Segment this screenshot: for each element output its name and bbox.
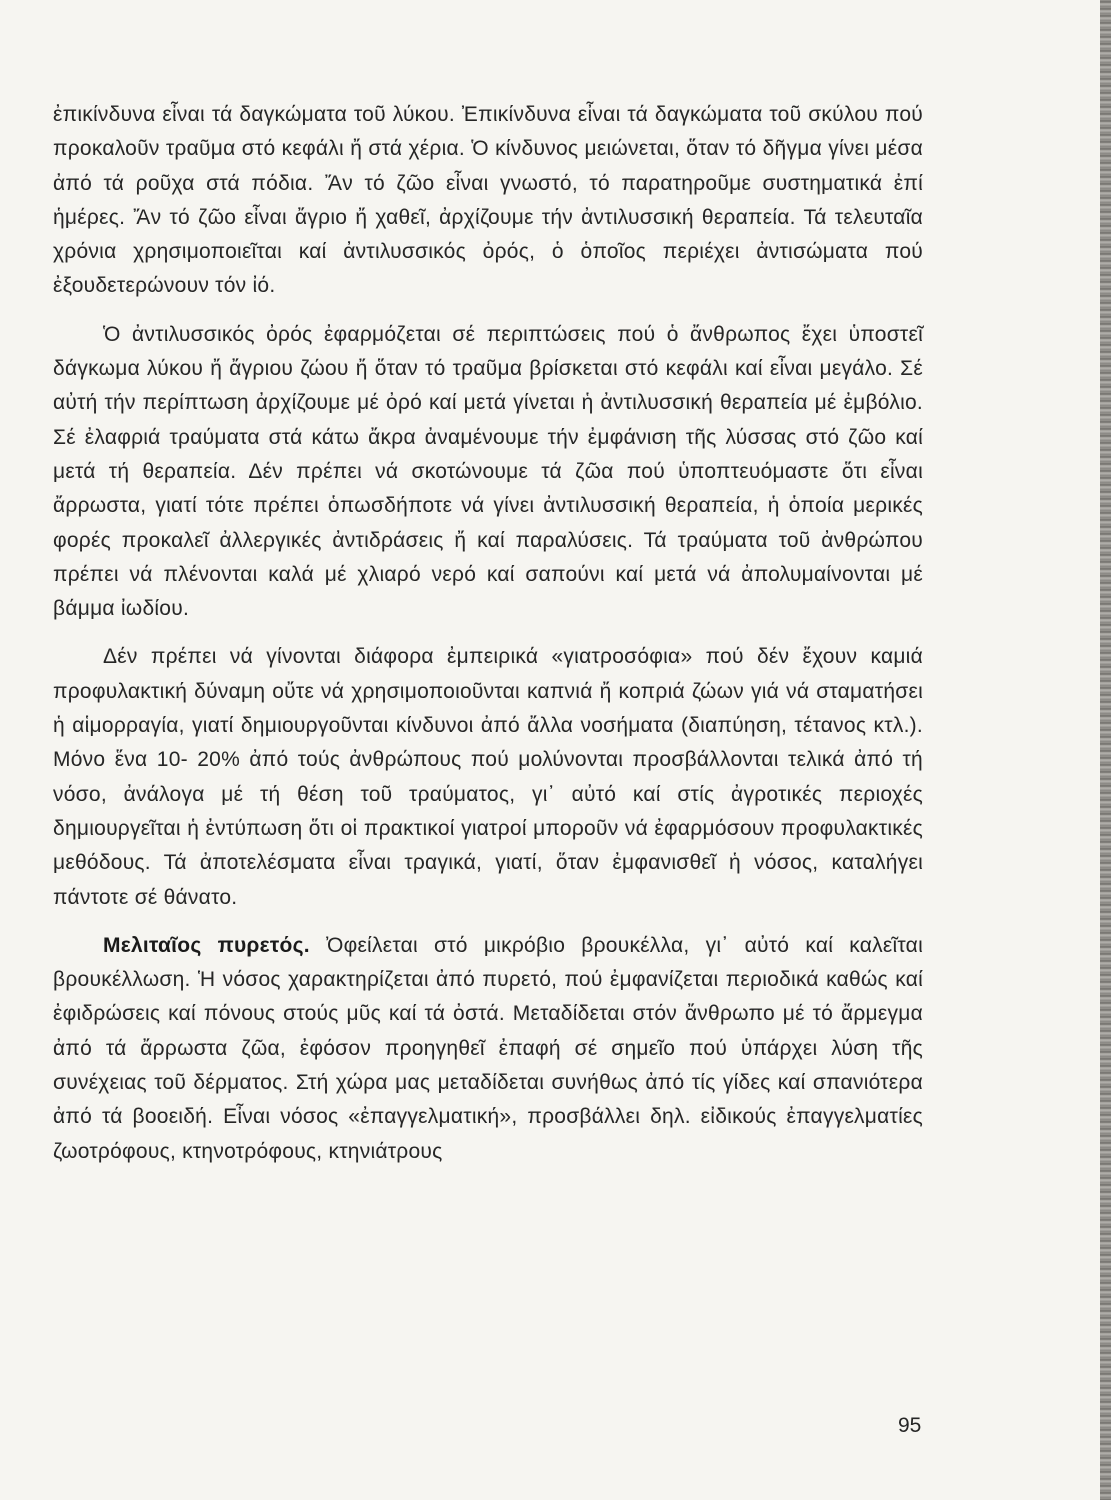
paragraph-3-text: Δέν πρέπει νά γίνονται διάφορα ἐμπειρικά «γιατροσόφια» πού δέν ἔχουν καμιά προφυλακτική δύναμη οὔτε νά χρησιμοποιοῦνται καπνιά ἤ κοπριά ζώων γιά νά σταματήσει ἡ αἱμορραγία, γιατί δημιουργοῦνται κίνδυνοι ἀπό ἄλλα νοσήματα (διαπύηση, τέτανος κτλ.). Μόνο ἕνα 10- 20% ἀπό τούς ἀνθρώπους πού μολύνονται προσβάλλονται τελικά ἀπό τή νόσο, ἀνάλογα μέ τή θέση τοῦ τραύματος, γι᾽ αὐτό καί στίς ἀγροτικές περιοχές δημιουργεῖται ἡ ἐντύπωση ὅτι οἱ πρακτικοί γιατροί μποροῦν νά ἐφαρμόσουν προφυλακτικές μεθόδους. Τά ἀποτελέσματα εἶναι τραγικά, γιατί, ὅταν ἐμφανισθεῖ ἡ νόσος, καταλήγει πάντοτε σέ θάνατο. (53, 645, 923, 909)
paragraph-1-text: ἐπικίνδυνα εἶναι τά δαγκώματα τοῦ λύκου. Ἐπικίνδυνα εἶναι τά δαγκώματα τοῦ σκύλου πού προκαλοῦν τραῦμα στό κεφάλι ἤ στά χέρια. Ὁ κίνδυνος μειώνεται, ὅταν τό δῆγμα γίνει μέσα ἀπό τά ροῦχα στά πόδια. Ἄν τό ζῶο εἶναι γνωστό, τό παρατηροῦμε συστηματικά ἐπί ἡμέρες. Ἄν τό ζῶο εἶναι ἄγριο ἤ χαθεῖ, ἀρχίζουμε τήν ἀντιλυσσική θεραπεία. Τά τελευταῖα χρόνια χρησιμοποιεῖται καί ἀντιλυσσικός ὀρός, ὁ ὁποῖος περιέχει ἀντισώματα πού ἐξουδετερώνουν τόν ἰό. (53, 103, 923, 298)
paragraph-3 (53, 640, 923, 914)
paragraph-2-text: Ὁ ἀντιλυσσικός ὀρός ἐφαρμόζεται σέ περιπτώσεις πού ὁ ἄνθρωπος ἔχει ὑποστεῖ δάγκωμα λύκου ἤ ἄγριου ζώου ἤ ὅταν τό τραῦμα βρίσκεται στό κεφάλι καί εἶναι μεγάλο. Σέ αὐτή τήν περίπτωση ἀρχίζουμε μέ ὀρό καί μετά γίνεται ἡ ἀντιλυσσική θεραπεία μέ ἐμβόλιο. Σέ ἐλαφριά τραύματα στά κάτω ἄκρα ἀναμένουμε τήν ἐμφάνιση τῆς λύσσας στό ζῶο καί μετά τή θεραπεία. Δέν πρέπει νά σκοτώνουμε τά ζῶα πού ὑποπτευόμαστε ὅτι εἶναι ἄρρωστα, γιατί τότε πρέπει ὁπωσδήποτε νά γίνει ἀντιλυσσική θεραπεία, ἡ ὁποία μερικές φορές προκαλεῖ ἀλλεργικές ἀντιδράσεις ἤ καί παραλύσεις. Τά τραύματα τοῦ ἀνθρώπου πρέπει νά πλένονται καλά μέ χλιαρό νερό καί σαπούνι καί μετά νά ἀπολυμαίνονται μέ βάμμα ἰωδίου. (53, 322, 923, 621)
page-number: 95 (898, 1414, 922, 1437)
section-heading: Μελιταῖος πυρετός. (103, 933, 310, 957)
paragraph-2 (53, 318, 923, 627)
paragraph-4 (53, 929, 923, 1169)
paragraph-1 (53, 98, 923, 304)
body-text (53, 98, 923, 1169)
paragraph-4-text: Ὀφείλεται στό μικρόβιο βρουκέλλα, γι᾽ αὐτό καί καλεῖται βρουκέλλωση. Ἡ νόσος χαρακτηρίζεται ἀπό πυρετό, πού ἐμφανίζεται περιοδικά καθώς καί ἐφιδρώσεις καί πόνους στούς μῦς καί τά ὀστά. Μεταδίδεται στόν ἄνθρωπο μέ τό ἄρμεγμα ἀπό τά ἄρρωστα ζῶα, ἐφόσον προηγηθεῖ ἐπαφή σέ σημεῖο πού ὑπάρχει λύση τῆς συνέχειας τοῦ δέρματος. Στή χώρα μας μεταδίδεται συνήθως ἀπό τίς γίδες καί σπανιότερα ἀπό τά βοοειδή. Εἶναι νόσος «ἐπαγγελματική», προσβάλλει δηλ. εἰδικούς ἐπαγγελματίες ζωοτρόφους, κτηνοτρόφους, κτηνιάτρους (53, 933, 923, 1163)
scan-edge (1100, 0, 1111, 1500)
